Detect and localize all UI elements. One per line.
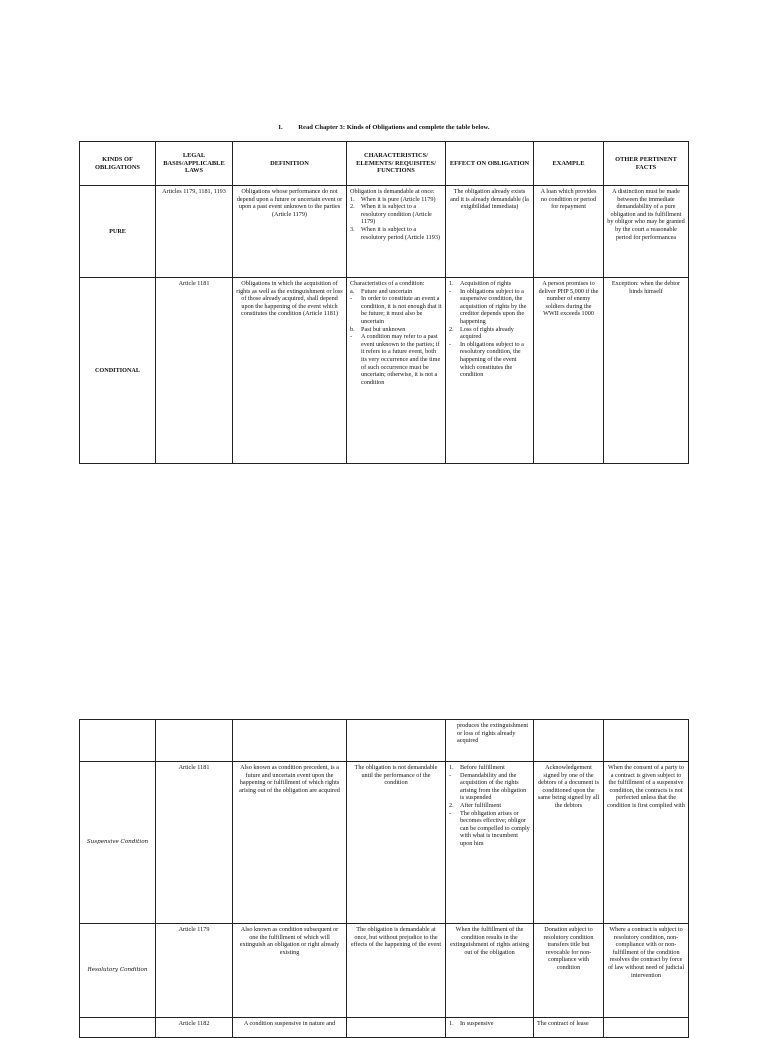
empty-cell [156,720,233,762]
legal-resolutory: Article 1179 [156,924,233,1018]
list-item-note: - A condition may refer to a past event unknown to the parties; if it refers to a future event, both its very occurrence and the time of such occurrence must be uncertain; otherwise, it is not a condition [350,333,441,386]
kind-pure: PURE [80,186,156,278]
empty-cell [80,720,156,762]
list-item-text: Future and uncertain [361,287,413,295]
characteristics-conditional [347,278,446,464]
legal-conditional: Article 1181 [156,278,233,464]
empty-cell [534,720,604,762]
list-item-text: Acquisition of rights [460,280,512,287]
empty-cell [80,1018,156,1038]
empty-cell [604,720,689,762]
list-item: 2. After fulfillment [449,802,530,810]
list-item-text: Demandability and the acquisition of the rights arising from the obligation is suspended [460,771,527,802]
list-item-note: - In order to constitute an event a condition, it is not enough that it be future; it must also be uncertain [350,295,442,325]
header-characteristics: CHARACTERISTICS/ ELEMENTS/ REQUISITES/ FUNCTIONS [347,142,446,186]
list-item-text: A condition may refer to a past event unknown to the parties; if it refers to a future event, both its very occurrence and the time of such occurrence must be uncertain; otherwise, it is not a condition [361,333,441,386]
definition-resolutory: Also known as condition subsequent or one the fulfillment of which will extinguish an obligation or right already existing [233,924,347,1018]
definition-conditional: Obligations in which the acquisition of rights as well as the extinguishment or loss of those already acquired, shall depend upon the happening of the event which constitutes the condition (Article 1181) [233,278,347,464]
empty-cell [233,720,347,762]
legal-pure: Articles 1179, 1181, 1193 [156,186,233,278]
facts-pure: A distinction must be made between the immediate demandability of a pure obligation and its fulfillment by obligor who may be granted by the court a reasonable period for performancea [604,186,689,278]
list-item-note: - In obligations subject to a suspensive condition, the acquisition of rights by the creditor depends upon the happening [449,288,530,326]
list-item-text: When it is pure (Article 1179) [361,195,436,203]
example-resolutory: Donation subject to resolutory condition transfers title but revocable for non-compliance with condition [534,924,604,1018]
row-resolutory [80,924,689,1018]
row-pure [80,186,689,278]
list-item: a. Future and uncertain [350,288,442,296]
kind-resolutory: Resolutory Condition [80,924,156,1018]
effect-conditional [446,278,534,464]
example-suspensive: Acknowledgement signed by one of the debtors of a document is conditioned upon the same being signed by all the debtors [534,762,604,924]
header-legal-basis: LEGAL BASIS/APPLICABLE LAWS [156,142,233,186]
page-title [0,124,768,131]
list-item-text: Past but unknown [361,325,406,333]
header-other-facts: OTHER PERTINENT FACTS [604,142,689,186]
facts-conditional: Exception: when the debtor binds himself [604,278,689,464]
characteristics-resolutory: The obligation is demandable at once, but without prejudice to the effects of the happening of the event [347,924,446,1018]
example-conditional: A person promises to deliver PHP 5,000 if the number of enemy soldiers during the WWII exceeds 1000 [534,278,604,464]
definition-suspensive: Also known as condition precedent, is a future and uncertain event upon the happening or fulfillment of which rights arising out of the obligation are acquired [233,762,347,924]
characteristics-suspensive: The obligation is not demandable until the performance of the condition [347,762,446,924]
header-kinds: KINDS OF OBLIGATIONS [80,142,156,186]
list-item: 2. Loss of rights already acquired [449,326,530,341]
empty-cell [604,1018,689,1038]
list-item-note: - Demandability and the acquisition of the rights arising from the obligation is suspended [449,772,530,802]
list-item-note: - In obligations subject to a resolutory condition, the happening of the event which constitutes the condition [449,341,530,379]
definition-pure: Obligations whose performance do not depend upon a future or uncertain event or upon a past event unknown to the parties (Article 1179) [233,186,347,278]
list-item: 1. Before fulfillment [449,764,530,772]
list-item: 1. When it is pure (Article 1179) [350,196,442,204]
row-continuation [80,720,689,762]
obligations-table-top [79,141,689,464]
list-item-text: Loss of rights already acquired [460,325,514,341]
list-item-text: When it is subject to a resolutory period (Article 1193) [361,225,440,241]
obligations-table-continued [79,719,689,1038]
list-item-note: - The obligation arises or becomes effective; obligor can be compelled to comply with what is incumbent upon him [449,809,530,847]
definition-partial: A condition suspensive in nature and [233,1018,347,1038]
list-item: 2. When it is subject to a resolutory condition (Article 1179) [350,203,442,226]
example-partial: The contract of lease [534,1018,604,1038]
empty-cell [347,1018,446,1038]
char-intro: Characteristics of a condition: [350,280,425,287]
effect-partial [446,1018,534,1038]
list-item: b. Past but unknown [350,326,442,334]
list-item-text: In obligations subject to a resolutory condition, the happening of the event which constitutes the condition [460,340,524,379]
legal-partial: Article 1182 [156,1018,233,1038]
list-item-text: In suspensive [460,1020,494,1027]
effect-suspensive [446,762,534,924]
char-intro: Obligation is demandable at once: [350,188,435,195]
characteristics-pure [347,186,446,278]
list-item-text: Before fulfillment [460,764,505,771]
example-pure: A loan which provides no condition or period for repayment [534,186,604,278]
header-row [80,142,689,186]
row-suspensive [80,762,689,924]
header-effect: EFFECT ON OBLIGATION [446,142,534,186]
kind-conditional: CONDITIONAL [80,278,156,464]
header-definition: DEFINITION [233,142,347,186]
list-item-text: After fulfillment [460,801,502,809]
empty-cell [347,720,446,762]
row-conditional [80,278,689,464]
effect-resolutory: When the fulfillment of the condition results in the extinguishment of rights arising out of the obligation [446,924,534,1018]
facts-suspensive: When the consent of a party to a contract is given subject to the fulfillment of a suspensive condition, the contracts is not perfected unless that the condition is first complied with [604,762,689,924]
legal-suspensive: Article 1181 [156,762,233,924]
kind-suspensive: Suspensive Condition [80,762,156,924]
title-text: Read Chapter 3: Kinds of Obligations and complete the table below. [298,124,490,131]
list-item-text: In obligations subject to a suspensive condition, the acquisition of rights by the creditor depends upon the happening [460,287,527,325]
header-example: EXAMPLE [534,142,604,186]
list-item: 1. In suspensive [449,1020,530,1028]
effect-continuation: produces the extinguishment or loss of rights already acquired [446,720,534,762]
facts-resolutory: Where a contract is subject to resolutory condition, non-compliance with or non-fulfillment of the condition resolves the contract by force of law without need of judicial intervention [604,924,689,1018]
list-item-text: In order to constitute an event a condition, it is not enough that it be future; it must also be uncertain [361,295,442,325]
row-partial [80,1018,689,1038]
effect-pure: The obligation already exists and it is already demandable (la exigibilidad inmediata) [446,186,534,278]
list-item: 3. When it is subject to a resolutory period (Article 1193) [350,226,442,241]
title-number: I. [278,124,283,131]
list-item-text: The obligation arises or becomes effective; obligor can be compelled to comply with what is incumbent upon him [460,809,530,847]
list-item-text: When it is subject to a resolutory condition (Article 1179) [361,203,432,226]
list-item: 1. Acquisition of rights [449,280,530,288]
